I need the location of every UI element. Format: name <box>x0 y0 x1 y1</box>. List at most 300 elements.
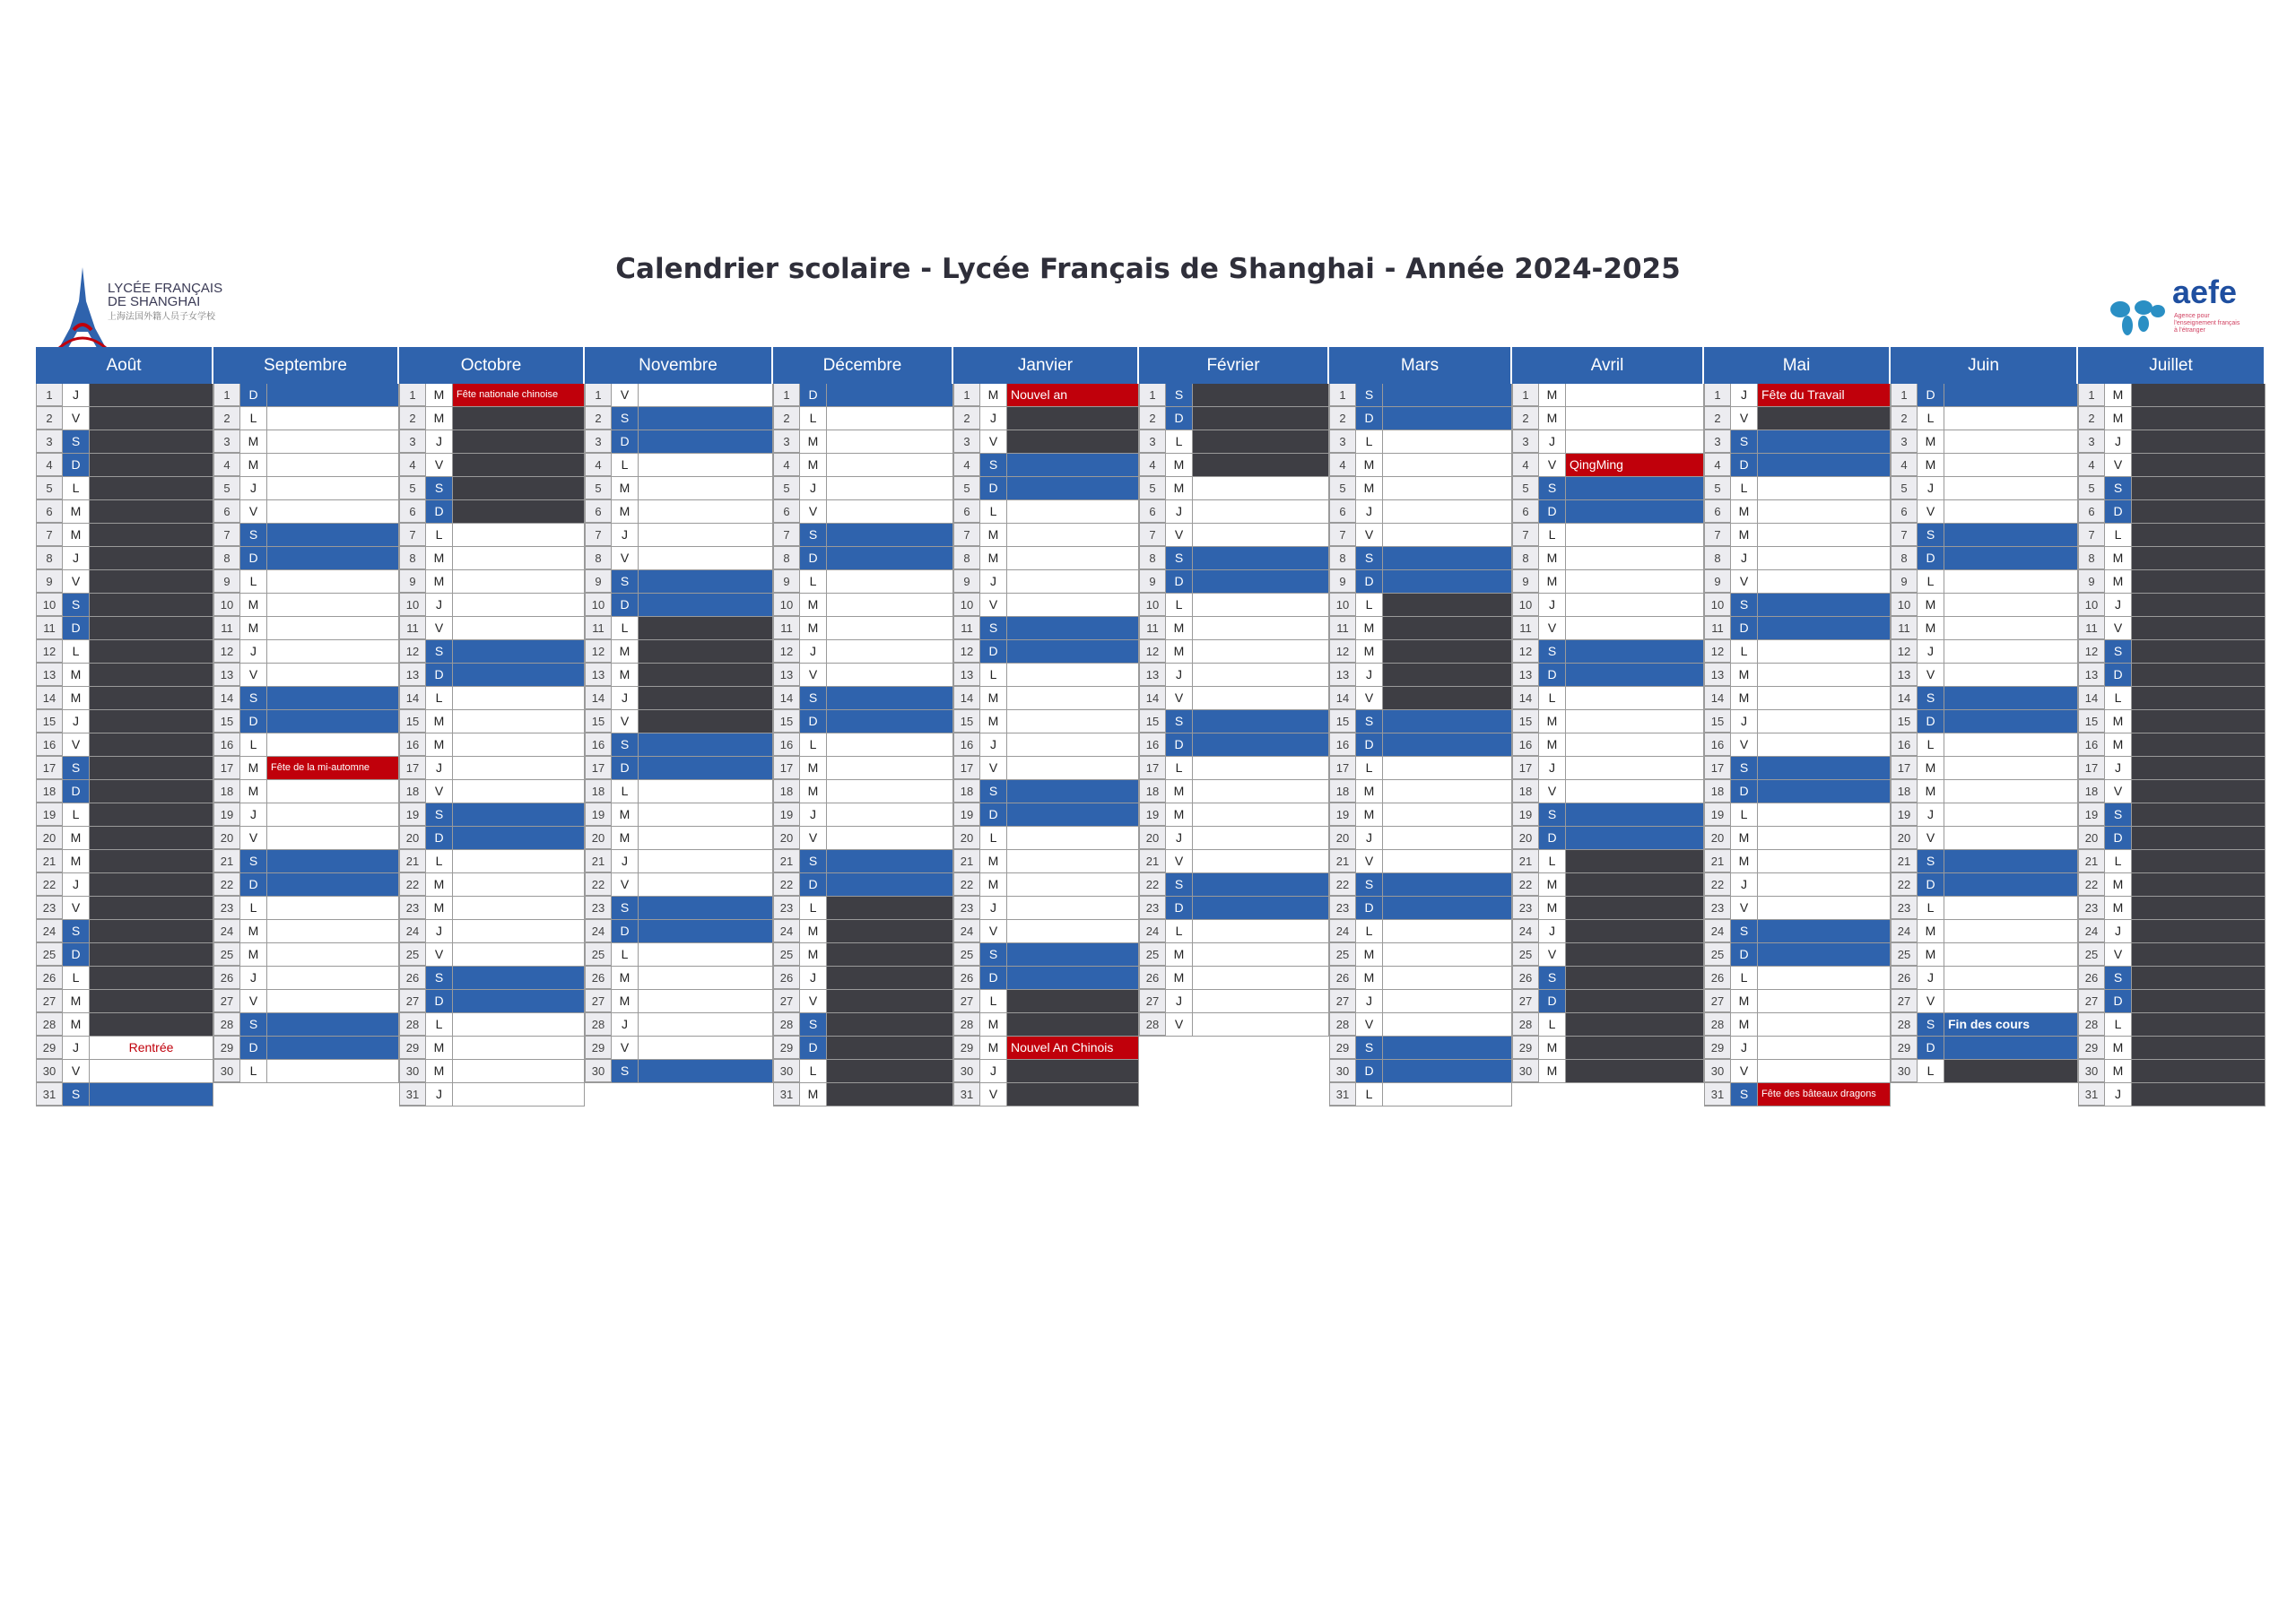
day-row <box>1891 524 2078 547</box>
day-number: 5 <box>36 477 63 499</box>
day-row <box>1139 780 1329 803</box>
day-row <box>585 664 773 687</box>
day-number: 15 <box>36 710 63 733</box>
day-letter: M <box>1356 803 1383 826</box>
day-cell <box>1193 547 1329 569</box>
day-number: 31 <box>1704 1083 1731 1106</box>
day-row <box>585 757 773 780</box>
day-letter: L <box>612 617 639 639</box>
day-cell <box>827 664 953 686</box>
day-letter: M <box>980 1013 1007 1036</box>
day-cell <box>267 407 399 430</box>
day-cell <box>90 664 213 686</box>
day-cell <box>1193 524 1329 546</box>
day-letter: S <box>1539 967 1566 989</box>
day-number: 4 <box>213 454 240 476</box>
day-number: 7 <box>1139 524 1166 546</box>
day-row <box>953 594 1139 617</box>
day-letter: V <box>2105 617 2132 639</box>
day-cell <box>1944 873 2078 896</box>
day-letter: M <box>1166 617 1193 639</box>
day-row <box>399 477 585 500</box>
day-row <box>399 803 585 827</box>
day-cell <box>1193 850 1329 872</box>
day-letter: M <box>1918 943 1944 966</box>
day-letter: S <box>1166 384 1193 406</box>
day-row <box>2078 430 2266 454</box>
day-letter: M <box>980 873 1007 896</box>
day-letter: M <box>1918 920 1944 942</box>
day-number: 14 <box>36 687 63 709</box>
day-letter: M <box>426 570 453 593</box>
day-row <box>1329 477 1512 500</box>
day-cell <box>90 757 213 779</box>
day-number: 25 <box>36 943 63 966</box>
day-letter: M <box>1539 733 1566 756</box>
day-number: 21 <box>1512 850 1539 872</box>
aefe-sub2: l'enseignement français <box>2174 320 2240 326</box>
month-column <box>953 347 1139 1107</box>
day-number: 25 <box>953 943 980 966</box>
day-row <box>2078 384 2266 407</box>
day-letter: V <box>800 500 827 523</box>
day-cell <box>1944 687 2078 709</box>
day-number: 14 <box>1139 687 1166 709</box>
day-number: 30 <box>773 1060 800 1082</box>
day-letter: M <box>1731 664 1758 686</box>
day-row <box>585 897 773 920</box>
day-cell <box>1566 827 1704 849</box>
day-row <box>1704 547 1891 570</box>
day-cell <box>1944 943 2078 966</box>
day-number: 16 <box>1891 733 1918 756</box>
day-cell <box>1007 1083 1139 1106</box>
day-number: 1 <box>1139 384 1166 406</box>
day-letter: M <box>426 873 453 896</box>
day-cell <box>1566 1060 1704 1082</box>
day-letter: V <box>980 430 1007 453</box>
day-row <box>2078 1083 2266 1107</box>
day-number: 8 <box>1704 547 1731 569</box>
day-row <box>1512 757 1704 780</box>
day-row <box>1329 967 1512 990</box>
day-letter: J <box>1731 873 1758 896</box>
day-number: 25 <box>1329 943 1356 966</box>
day-row <box>2078 733 2266 757</box>
day-number: 15 <box>1329 710 1356 733</box>
day-number: 10 <box>585 594 612 616</box>
day-cell <box>1758 477 1891 499</box>
day-number: 18 <box>1329 780 1356 803</box>
day-cell <box>1007 664 1139 686</box>
day-row <box>1139 640 1329 664</box>
day-event: Nouvel An Chinois <box>1007 1037 1139 1059</box>
day-cell <box>1383 710 1512 733</box>
day-cell <box>267 640 399 663</box>
day-letter: M <box>1356 640 1383 663</box>
day-cell <box>453 1013 585 1036</box>
day-cell <box>1007 477 1139 499</box>
day-cell <box>1758 803 1891 826</box>
day-row <box>213 710 399 733</box>
day-row <box>36 617 213 640</box>
day-row <box>773 594 953 617</box>
day-cell <box>1383 500 1512 523</box>
day-number: 26 <box>399 967 426 989</box>
day-row <box>953 500 1139 524</box>
day-number: 29 <box>399 1037 426 1059</box>
day-letter: D <box>1166 407 1193 430</box>
day-cell <box>267 873 399 896</box>
day-number: 29 <box>953 1037 980 1059</box>
day-cell <box>639 384 773 406</box>
day-letter: M <box>63 687 90 709</box>
day-number: 26 <box>2078 967 2105 989</box>
day-row <box>585 990 773 1013</box>
day-number: 9 <box>1704 570 1731 593</box>
day-letter: D <box>1539 990 1566 1012</box>
day-event: QingMing <box>1566 454 1704 476</box>
day-cell <box>1566 547 1704 569</box>
day-letter: M <box>240 454 267 476</box>
day-row <box>1139 617 1329 640</box>
day-cell <box>1007 640 1139 663</box>
day-number: 12 <box>1139 640 1166 663</box>
day-row <box>585 594 773 617</box>
day-number: 7 <box>953 524 980 546</box>
day-number: 7 <box>1891 524 1918 546</box>
day-row <box>1139 407 1329 430</box>
day-letter: M <box>800 430 827 453</box>
day-number: 18 <box>1139 780 1166 803</box>
day-letter: V <box>1166 524 1193 546</box>
day-number: 20 <box>585 827 612 849</box>
day-number: 15 <box>953 710 980 733</box>
day-cell <box>1193 990 1329 1012</box>
day-row <box>1704 990 1891 1013</box>
day-number: 6 <box>953 500 980 523</box>
day-number: 12 <box>2078 640 2105 663</box>
day-letter: S <box>1731 757 1758 779</box>
day-cell <box>267 384 399 406</box>
day-row <box>953 477 1139 500</box>
day-row <box>1704 477 1891 500</box>
day-letter: J <box>240 477 267 499</box>
day-number: 30 <box>36 1060 63 1082</box>
day-letter: D <box>800 1037 827 1059</box>
day-cell <box>1383 920 1512 942</box>
day-number: 22 <box>213 873 240 896</box>
day-cell <box>453 733 585 756</box>
day-number: 26 <box>1891 967 1918 989</box>
day-row <box>773 967 953 990</box>
day-letter: M <box>63 664 90 686</box>
day-row <box>585 500 773 524</box>
day-letter: M <box>1539 547 1566 569</box>
day-cell <box>827 780 953 803</box>
day-number: 5 <box>1704 477 1731 499</box>
day-row <box>2078 664 2266 687</box>
day-letter: J <box>1731 384 1758 406</box>
day-row <box>1139 384 1329 407</box>
day-cell <box>267 430 399 453</box>
day-cell <box>267 687 399 709</box>
day-letter: J <box>426 1083 453 1106</box>
day-cell <box>2132 757 2266 779</box>
day-row <box>1891 454 2078 477</box>
day-number: 22 <box>773 873 800 896</box>
day-number: 2 <box>213 407 240 430</box>
day-row <box>399 850 585 873</box>
day-letter: J <box>1731 710 1758 733</box>
day-row <box>213 850 399 873</box>
day-letter: M <box>1166 454 1193 476</box>
day-cell <box>90 967 213 989</box>
day-letter: L <box>2105 524 2132 546</box>
day-letter: V <box>63 733 90 756</box>
day-row <box>1329 873 1512 897</box>
day-letter: M <box>1356 943 1383 966</box>
day-cell <box>1758 780 1891 803</box>
day-letter: M <box>426 733 453 756</box>
day-letter: L <box>612 454 639 476</box>
day-number: 17 <box>1704 757 1731 779</box>
day-number: 27 <box>1891 990 1918 1012</box>
day-row <box>213 407 399 430</box>
day-letter: V <box>1539 454 1566 476</box>
day-number: 5 <box>399 477 426 499</box>
day-letter: D <box>240 873 267 896</box>
day-letter: J <box>980 733 1007 756</box>
day-row <box>585 454 773 477</box>
day-row <box>2078 920 2266 943</box>
day-cell <box>1383 897 1512 919</box>
day-number: 24 <box>1329 920 1356 942</box>
day-letter: S <box>800 524 827 546</box>
day-number: 7 <box>1704 524 1731 546</box>
month-column <box>2078 347 2266 1107</box>
day-number: 4 <box>953 454 980 476</box>
day-letter: J <box>1166 664 1193 686</box>
day-row <box>585 943 773 967</box>
day-number: 11 <box>1704 617 1731 639</box>
day-letter: D <box>980 477 1007 499</box>
day-number: 2 <box>953 407 980 430</box>
day-number: 11 <box>1329 617 1356 639</box>
day-letter: M <box>980 850 1007 872</box>
day-row <box>36 664 213 687</box>
day-number: 27 <box>2078 990 2105 1012</box>
day-row <box>1704 897 1891 920</box>
day-row <box>1329 407 1512 430</box>
day-number: 23 <box>2078 897 2105 919</box>
day-cell <box>1758 710 1891 733</box>
day-cell <box>267 617 399 639</box>
day-letter: J <box>240 803 267 826</box>
day-row <box>2078 897 2266 920</box>
day-row <box>1704 1013 1891 1037</box>
day-cell <box>639 850 773 872</box>
day-row <box>1512 407 1704 430</box>
day-number: 2 <box>399 407 426 430</box>
day-number: 15 <box>1891 710 1918 733</box>
day-letter: M <box>1918 757 1944 779</box>
day-number: 27 <box>1704 990 1731 1012</box>
day-cell <box>1193 617 1329 639</box>
day-number: 21 <box>585 850 612 872</box>
day-cell <box>1383 477 1512 499</box>
day-number: 19 <box>585 803 612 826</box>
day-cell <box>453 850 585 872</box>
day-letter: M <box>1731 524 1758 546</box>
day-cell <box>1383 640 1512 663</box>
day-letter: M <box>426 897 453 919</box>
day-row <box>36 524 213 547</box>
day-letter: M <box>1166 477 1193 499</box>
day-cell <box>1944 757 2078 779</box>
day-letter: V <box>980 1083 1007 1106</box>
day-cell <box>90 1013 213 1036</box>
day-cell <box>1193 570 1329 593</box>
day-letter: V <box>240 500 267 523</box>
day-number: 19 <box>1512 803 1539 826</box>
day-row <box>773 407 953 430</box>
day-row <box>773 1083 953 1107</box>
day-number: 11 <box>1891 617 1918 639</box>
day-letter: V <box>63 897 90 919</box>
day-cell <box>1758 500 1891 523</box>
day-number: 26 <box>1329 967 1356 989</box>
day-cell <box>2132 1013 2266 1036</box>
day-row <box>585 1060 773 1083</box>
day-cell <box>90 1060 213 1082</box>
day-cell <box>90 430 213 453</box>
day-letter: S <box>1918 524 1944 546</box>
day-cell <box>90 780 213 803</box>
day-number: 17 <box>1891 757 1918 779</box>
day-row <box>399 1037 585 1060</box>
day-number: 2 <box>1891 407 1918 430</box>
day-letter: D <box>2105 827 2132 849</box>
day-row <box>213 570 399 594</box>
day-number: 9 <box>773 570 800 593</box>
day-letter: D <box>240 384 267 406</box>
day-number: 3 <box>36 430 63 453</box>
month-header: Janvier <box>953 347 1139 384</box>
day-cell <box>90 733 213 756</box>
day-number: 13 <box>1891 664 1918 686</box>
day-cell <box>453 594 585 616</box>
day-letter: M <box>800 943 827 966</box>
day-cell <box>639 1037 773 1059</box>
day-letter: D <box>980 640 1007 663</box>
day-letter: D <box>1918 1037 1944 1059</box>
day-cell <box>1944 594 2078 616</box>
day-letter: J <box>1539 757 1566 779</box>
day-letter: S <box>63 594 90 616</box>
day-number: 1 <box>1704 384 1731 406</box>
day-letter: L <box>1918 407 1944 430</box>
day-number: 11 <box>773 617 800 639</box>
day-number: 4 <box>36 454 63 476</box>
day-letter: M <box>980 710 1007 733</box>
day-cell <box>1383 384 1512 406</box>
day-cell <box>1193 640 1329 663</box>
day-number: 13 <box>585 664 612 686</box>
day-cell <box>1383 1037 1512 1059</box>
day-row <box>1704 710 1891 733</box>
day-cell <box>267 594 399 616</box>
day-letter: D <box>240 547 267 569</box>
day-row <box>1704 1060 1891 1083</box>
day-number: 25 <box>1891 943 1918 966</box>
day-number: 2 <box>1704 407 1731 430</box>
day-cell <box>1383 990 1512 1012</box>
day-row <box>2078 710 2266 733</box>
day-number: 3 <box>1704 430 1731 453</box>
day-number: 4 <box>1891 454 1918 476</box>
day-number: 7 <box>1329 524 1356 546</box>
day-row <box>585 617 773 640</box>
day-number: 17 <box>585 757 612 779</box>
day-row <box>213 617 399 640</box>
day-cell <box>1566 943 1704 966</box>
day-number: 7 <box>2078 524 2105 546</box>
day-letter: D <box>1918 384 1944 406</box>
day-cell <box>1566 477 1704 499</box>
day-row <box>773 1013 953 1037</box>
day-row <box>1704 500 1891 524</box>
day-cell <box>639 547 773 569</box>
day-row <box>399 687 585 710</box>
day-row <box>1139 454 1329 477</box>
day-letter: J <box>1356 827 1383 849</box>
day-cell <box>453 570 585 593</box>
day-number: 1 <box>1329 384 1356 406</box>
day-row <box>399 990 585 1013</box>
day-row <box>1329 454 1512 477</box>
month-header: Novembre <box>585 347 773 384</box>
day-row <box>1329 547 1512 570</box>
day-number: 5 <box>1139 477 1166 499</box>
day-cell <box>90 990 213 1012</box>
day-number: 20 <box>1512 827 1539 849</box>
day-number: 6 <box>36 500 63 523</box>
day-number: 28 <box>213 1013 240 1036</box>
day-cell <box>827 1083 953 1106</box>
day-cell <box>1758 1013 1891 1036</box>
day-number: 25 <box>585 943 612 966</box>
day-number: 17 <box>36 757 63 779</box>
day-number: 10 <box>953 594 980 616</box>
day-number: 6 <box>585 500 612 523</box>
day-number: 4 <box>1704 454 1731 476</box>
day-number: 16 <box>773 733 800 756</box>
day-letter: D <box>1356 570 1383 593</box>
day-cell <box>1193 827 1329 849</box>
day-letter: S <box>1539 803 1566 826</box>
day-letter: L <box>240 897 267 919</box>
day-row <box>953 733 1139 757</box>
day-letter: J <box>1356 990 1383 1012</box>
day-number: 15 <box>213 710 240 733</box>
day-letter: D <box>63 780 90 803</box>
day-letter: M <box>426 547 453 569</box>
day-row <box>1512 920 1704 943</box>
day-cell <box>2132 547 2266 569</box>
day-letter: M <box>240 617 267 639</box>
day-letter: M <box>1539 710 1566 733</box>
